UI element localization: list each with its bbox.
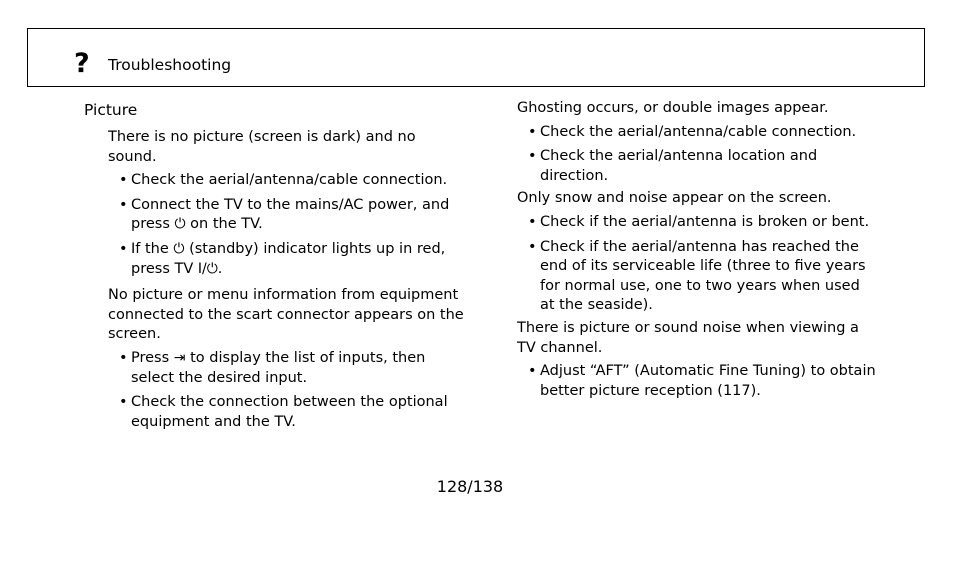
remedy-text: (standby) indicator lights up in red, press TV xyxy=(131,240,446,277)
tv-power-icon: I/⏻ xyxy=(197,260,218,277)
remedy-text: Check the aerial/antenna/cable connection. xyxy=(131,172,448,189)
remedy-item xyxy=(528,238,877,316)
bullet: • xyxy=(528,148,537,165)
remedy-text: Check if the aerial/antenna has reached the end of its serviceable life (three to five years for normal use, one to two years when used at the seaside). xyxy=(540,238,866,314)
remedy-text: If the xyxy=(131,240,174,257)
remedy-item xyxy=(119,240,468,279)
remedy-item xyxy=(119,349,468,388)
left-column xyxy=(84,97,468,432)
page-title: Troubleshooting xyxy=(108,56,232,74)
remedy-item xyxy=(119,196,468,235)
remedy-item xyxy=(528,123,877,143)
remedy-text: Check if the aerial/antenna is broken or bent. xyxy=(540,213,870,230)
remedy-text: on the TV. xyxy=(185,216,263,233)
bullet: • xyxy=(119,172,128,189)
bullet: • xyxy=(119,349,128,366)
input-select-icon: ⇥ xyxy=(173,349,186,366)
bullet: • xyxy=(119,394,128,411)
remedy-item xyxy=(528,213,877,233)
help-question-icon[interactable]: ? xyxy=(74,48,90,79)
remedy-item xyxy=(528,362,877,401)
power-icon: ⏻ xyxy=(174,216,186,233)
remedy-text: Adjust “AFT” (Automatic Fine Tuning) to obtain better picture reception (117). xyxy=(540,363,876,399)
remedy-text: Check the aerial/antenna/cable connection. xyxy=(540,123,857,140)
remedy-text: Check the connection between the optional equipment and the TV. xyxy=(131,394,448,430)
bullet: • xyxy=(528,123,537,140)
right-column xyxy=(517,97,877,401)
bullet: • xyxy=(528,363,537,380)
remedy-item xyxy=(119,171,468,191)
section-title: Picture xyxy=(84,101,138,119)
remedy-text: Check the aerial/antenna location and direction. xyxy=(540,148,818,184)
symptom-snow-noise: Only snow and noise appear on the screen. xyxy=(517,190,832,207)
symptom-ghosting: Ghosting occurs, or double images appear. xyxy=(517,100,829,116)
remedy-item xyxy=(528,147,877,186)
bullet: • xyxy=(528,238,537,255)
symptom-picture-sound-noise: There is picture or sound noise when viewing a TV channel. xyxy=(517,319,859,356)
standby-icon: ⏻ xyxy=(173,240,185,257)
remedy-text: Connect the TV to the mains/AC power, and press xyxy=(131,196,450,233)
remedy-item xyxy=(119,393,468,432)
bullet: • xyxy=(528,213,537,230)
symptom-no-picture-no-sound: There is no picture (screen is dark) and no sound. xyxy=(108,129,416,165)
remedy-text: Press xyxy=(131,349,174,366)
page-number: 128/138 xyxy=(436,477,504,496)
bullet: • xyxy=(119,196,128,213)
remedy-text: . xyxy=(217,260,223,277)
symptom-no-picture-scart: No picture or menu information from equipment connected to the scart connector appears on the screen. xyxy=(108,287,464,343)
header-bar xyxy=(27,28,925,87)
bullet: • xyxy=(119,240,128,257)
remedy-text: to display the list of inputs, then select the desired input. xyxy=(131,349,426,386)
